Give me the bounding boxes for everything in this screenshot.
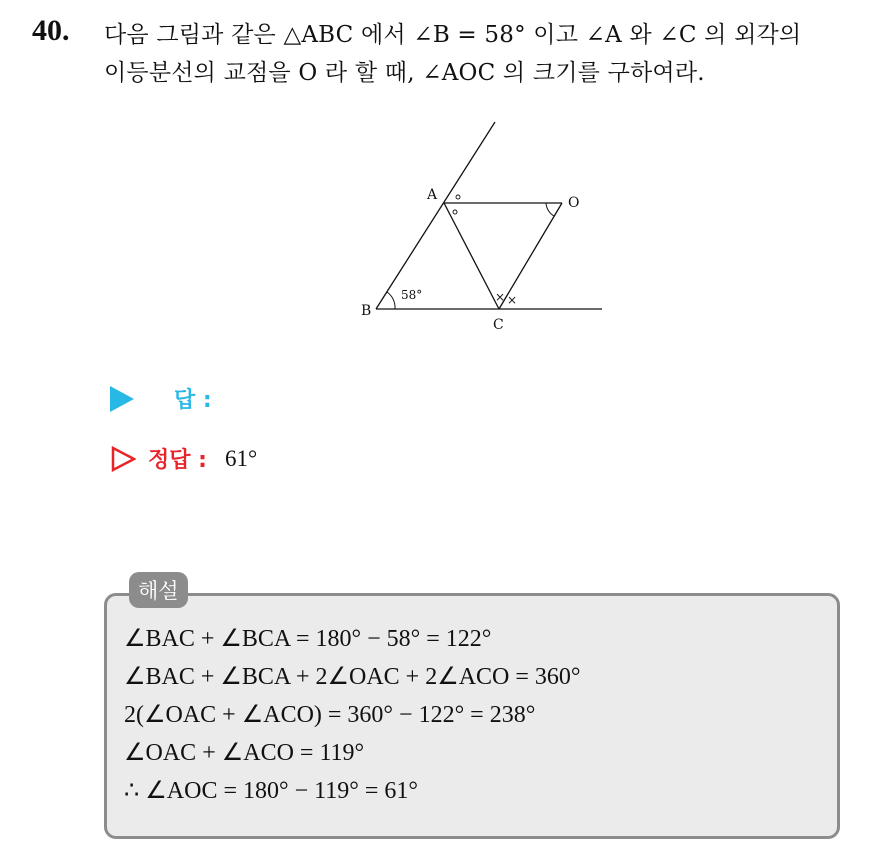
question-text-line-2: 이등분선의 교점을 O 라 할 때, ∠AOC 의 크기를 구하여라. [104, 60, 705, 86]
question-number: 40. [32, 14, 70, 47]
correct-answer-label: 정답 : [148, 448, 207, 473]
correct-answer-row [110, 443, 257, 474]
triangle-diagram [350, 115, 610, 340]
answer-row [110, 383, 212, 414]
angle-mark-c-right: × [507, 293, 518, 307]
solution-line-4: ∠OAC + ∠ACO = 119° [124, 740, 365, 766]
label-a: A [427, 187, 438, 203]
solution-line-2: ∠BAC + ∠BCA + 2∠OAC + 2∠ACO = 360° [124, 664, 581, 690]
play-triangle-icon [110, 386, 134, 412]
angle-mark-a-upper [456, 195, 460, 199]
angle-arc-o [546, 203, 554, 216]
line-ba-extended [376, 122, 495, 309]
label-b: B [361, 303, 372, 319]
solution-line-3: 2(∠OAC + ∠ACO) = 360° − 122° = 238° [124, 702, 536, 728]
solution-line-1: ∠BAC + ∠BCA = 180° − 58° = 122° [124, 626, 492, 652]
solution-lines [124, 620, 581, 810]
line-ac [444, 203, 499, 309]
question-text-line-1: 다음 그림과 같은 △ABC 에서 ∠B = 58° 이고 ∠A 와 ∠C 의 외각의 [104, 22, 802, 48]
angle-mark-a-lower [453, 210, 457, 214]
triangle-figure [350, 115, 610, 340]
answer-label: 답 : [174, 388, 212, 413]
solution-line-5: ∴ ∠AOC = 180° − 119° = 61° [124, 778, 418, 804]
angle-mark-c-left: × [495, 290, 506, 304]
solution-tag: 해설 [129, 572, 188, 608]
correct-answer-value: 61° [224, 445, 258, 471]
angle-arc-b [387, 292, 395, 309]
label-c: C [493, 317, 504, 333]
outline-triangle-icon [110, 446, 136, 472]
label-o: O [568, 195, 580, 211]
angle-b-value: 58° [401, 288, 423, 302]
